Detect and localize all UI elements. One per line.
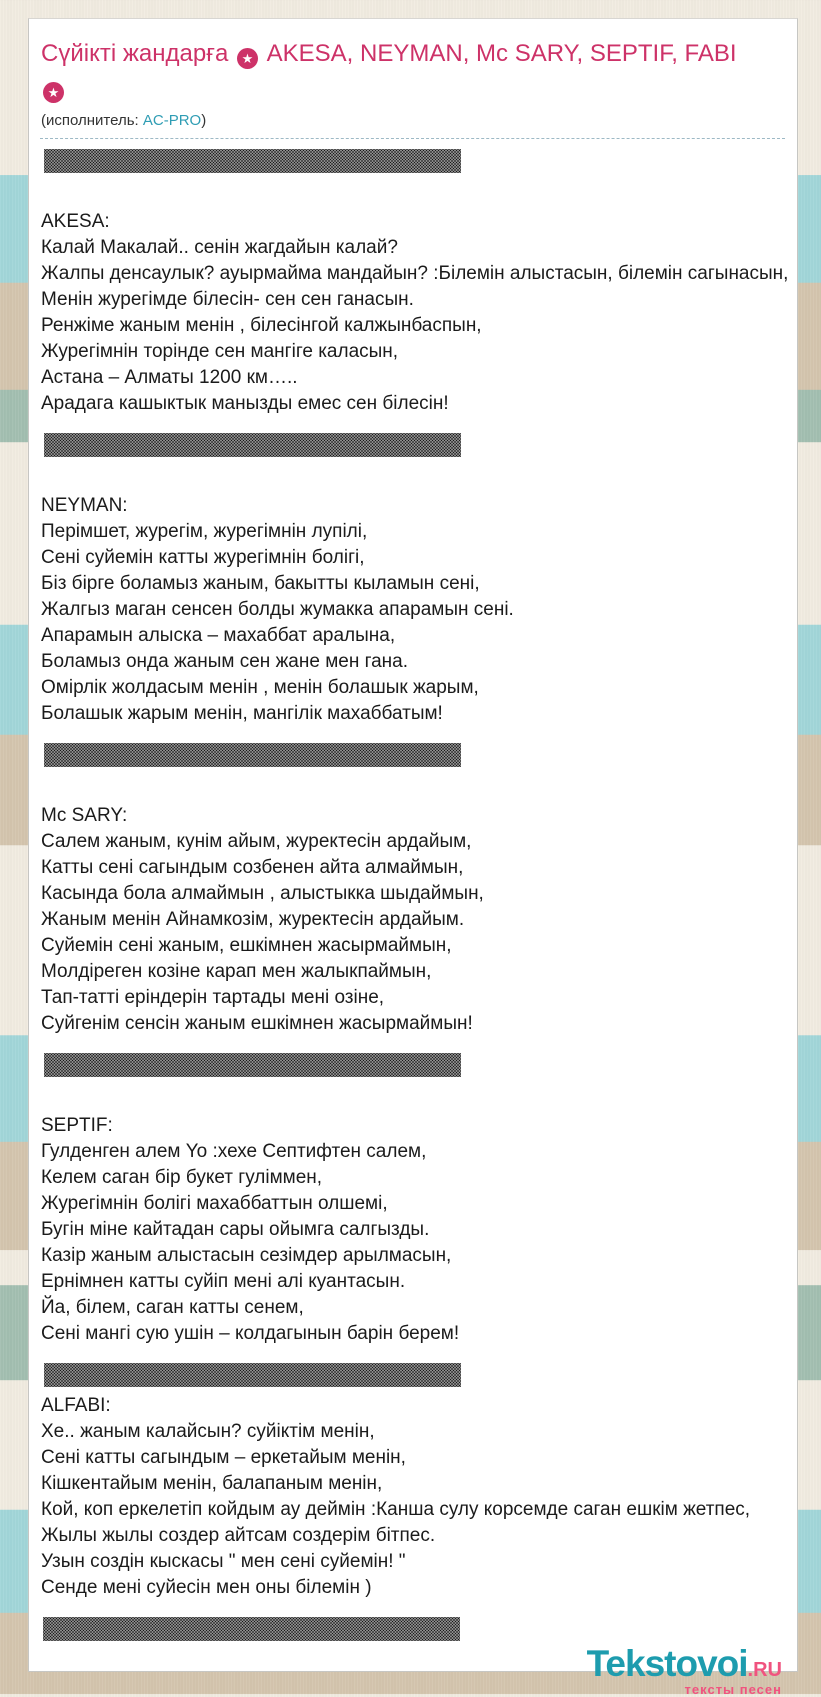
- section-heading: NEYMAN:: [41, 495, 128, 516]
- lyric-line: Боламыз онда жаным сен жане мен гана.: [41, 651, 409, 672]
- lyric-line: Суйемін сені жаным, ешкімнен жасырмаймын,: [41, 935, 452, 956]
- ad-placeholder: [44, 149, 461, 173]
- artist-prefix: (исполнитель:: [41, 112, 139, 129]
- lyric-line: Келем саган бір букет гуліммен,: [41, 1167, 323, 1188]
- lyric-line: Журегімнін болігі махаббаттын олшемі,: [41, 1193, 388, 1214]
- lyric-line: Узын создін кыскасы " мен сені суйемін! ": [41, 1551, 406, 1572]
- lyrics-section: [41, 493, 785, 727]
- logo-tagline: тексты песен: [684, 1682, 782, 1697]
- lyrics-section: [41, 803, 785, 1037]
- artist-suffix: ): [201, 112, 207, 129]
- section-heading: AKESA:: [41, 211, 110, 232]
- lyric-line: Калай Макалай.. сенін жагдайын калай?: [41, 237, 398, 258]
- artist-link[interactable]: AC-PRO: [142, 112, 202, 129]
- lyric-line: Ернімнен катты суйіп мені алі куантасын.: [41, 1271, 406, 1292]
- lyric-line: Гулденген алем Yo :хехе Септифтен салем,: [41, 1141, 427, 1162]
- star-icon: ★: [43, 82, 64, 103]
- lyric-line: Жалгыз маган сенсен болды жумакка апарамын сені.: [41, 599, 514, 620]
- lyric-line: Болашык жарым менін, мангілік махаббатым!: [41, 703, 443, 724]
- logo-text: Tekstovoi: [586, 1643, 748, 1684]
- lyric-line: Суйгенім сенсін жаным ешкімнен жасырмаймын!: [41, 1013, 473, 1034]
- lyric-line: Йа, білем, саган катты сенем,: [41, 1297, 304, 1318]
- lyric-line: Сені мангі сую ушін – колдагынын барін берем!: [41, 1323, 460, 1344]
- ad-placeholder: [44, 1363, 461, 1387]
- page-title-artists: AKESA, NEYMAN, Mc SARY, SEPTIF, FABI: [266, 40, 737, 67]
- lyric-line: Астана – Алматы 1200 км…..: [41, 367, 298, 388]
- lyric-line: Сені катты сагындым – еркетайым менін,: [41, 1447, 406, 1468]
- section-heading: ALFABI:: [41, 1395, 111, 1416]
- lyric-line: Апарамын алыска – махаббат аралына,: [41, 625, 396, 646]
- lyric-line: Омірлік жолдасым менін , менін болашык жарым,: [41, 677, 479, 698]
- lyric-line: Ренжіме жаным менін , білесінгой калжынбаспын,: [41, 315, 482, 336]
- lyric-line: Сенде мені суйесін мен оны білемін ): [41, 1577, 372, 1598]
- lyric-line: Казір жаным алыстасын сезімдер арылмасын,: [41, 1245, 452, 1266]
- ad-placeholder: [44, 1053, 461, 1077]
- star-icon: ★: [237, 48, 258, 69]
- ad-placeholder: [44, 433, 461, 457]
- ad-placeholder: [43, 1617, 460, 1641]
- lyric-line: Кішкентайым менін, балапаным менін,: [41, 1473, 383, 1494]
- lyric-line: Молдіреген козіне карап мен жалыкпаймын,: [41, 961, 432, 982]
- page-title: [41, 37, 785, 105]
- section-heading: SEPTIF:: [41, 1115, 113, 1136]
- lyric-line: Перімшет, журегім, журегімнін лупілі,: [41, 521, 368, 542]
- lyric-line: Бугін міне кайтадан сары ойымга салгызды.: [41, 1219, 430, 1240]
- logo-domain: .RU: [747, 1659, 782, 1681]
- lyric-line: Кой, коп еркелетіп койдым ау деймін :Канша сулу корсемде саган ешкім жетпес,: [41, 1499, 751, 1520]
- lyric-line: Хе.. жаным калайсын? суйіктім менін,: [41, 1421, 375, 1442]
- lyrics-container: [41, 149, 789, 1601]
- lyric-line: Салем жаным, кунім айым, журектесін ардайым,: [41, 831, 472, 852]
- ad-placeholder: [44, 743, 461, 767]
- lyric-line: Журегімнін торінде сен мангіге каласын,: [41, 341, 399, 362]
- lyric-line: Сені суйемін катты журегімнін болігі,: [41, 547, 365, 568]
- lyric-line: Жылы жылы создер айтсам создерім бітпес.: [41, 1525, 436, 1546]
- footer-logo-link[interactable]: [587, 1645, 782, 1696]
- lyric-line: Біз бірге боламыз жаным, бакытты кыламын сені,: [41, 573, 480, 594]
- lyrics-section: [41, 1393, 785, 1601]
- content-panel: [28, 18, 798, 1697]
- footer: [40, 1645, 785, 1696]
- lyric-line: Тап-татті еріндерін тартады мені озіне,: [41, 987, 385, 1008]
- lyric-line: Менін журегімде білесін- сен сен ганасын.: [41, 289, 414, 310]
- lyric-line: Арадага кашыктык манызды емес сен білесін!: [41, 393, 449, 414]
- artist-line: [41, 112, 785, 129]
- lyrics-section: [41, 209, 789, 417]
- lyric-line: Касында бола алмаймын , алыстыкка шыдаймын,: [41, 883, 484, 904]
- lyric-line: Жалпы денсаулык? ауырмайма мандайын? :Білемін алыстасын, білемін сагынасын,: [41, 263, 789, 284]
- section-heading: Mc SARY:: [41, 805, 128, 826]
- lyric-line: Катты сені сагындым созбенен айта алмаймын,: [41, 857, 464, 878]
- lyric-line: Жаным менін Айнамкозім, журектесін ардайым.: [41, 909, 465, 930]
- page-title-text: Сүйікті жандарға: [41, 40, 229, 67]
- title-block: [40, 37, 785, 139]
- lyrics-section: [41, 1113, 785, 1347]
